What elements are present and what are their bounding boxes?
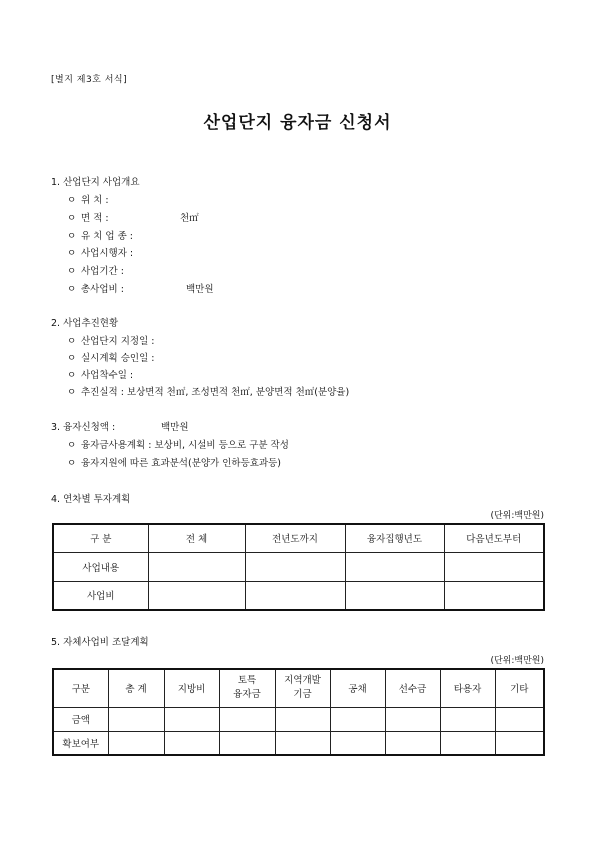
section5-heading: 5. 자체사업비 조달계획 (51, 637, 149, 648)
section1-item-area: ㅇ 면 적 : 천㎡ (67, 210, 109, 224)
table-cell[interactable] (444, 581, 544, 610)
table-cell[interactable] (245, 581, 345, 610)
table-cell[interactable] (164, 707, 219, 731)
column-header: 다음년도부터 (444, 524, 544, 552)
section4-heading: 4. 연차별 투자계획 (51, 494, 131, 505)
table-cell[interactable] (495, 731, 544, 755)
table-cell[interactable] (385, 707, 440, 731)
bullet-icon: ㅇ (67, 248, 77, 259)
table-row (53, 707, 544, 731)
row-header: 사업내용 (53, 552, 148, 581)
table-cell[interactable] (330, 731, 385, 755)
area-unit: 천㎡ (180, 213, 199, 224)
bullet-icon: ㅇ (67, 353, 77, 364)
section1-item-operator: ㅇ 사업시행자 : (67, 245, 133, 259)
section2-item-start: ㅇ 사업착수일 : (67, 367, 133, 381)
table-cell[interactable] (275, 731, 330, 755)
table-row (53, 552, 544, 581)
column-header: 지역개발 기금 (275, 669, 330, 707)
bullet-icon: ㅇ (67, 458, 77, 469)
section1-item-period: ㅇ 사업기간 : (67, 263, 124, 277)
table-cell[interactable] (440, 731, 495, 755)
column-header: 융자집행년도 (345, 524, 444, 552)
bullet-icon: ㅇ (67, 440, 77, 451)
table-cell[interactable] (385, 731, 440, 755)
table-cell[interactable] (148, 581, 245, 610)
row-header: 확보여부 (53, 731, 108, 755)
column-header: 토특 융자금 (219, 669, 275, 707)
section1-item-total-cost: ㅇ 총사업비 : 백만원 (67, 281, 124, 295)
column-header: 타용자 (440, 669, 495, 707)
table-cell[interactable] (108, 707, 164, 731)
table-row (53, 731, 544, 755)
column-header: 기타 (495, 669, 544, 707)
column-header: 구 분 (53, 524, 148, 552)
loan-amount-unit: 백만원 (161, 422, 189, 433)
table-header-row (53, 669, 544, 707)
table-row (53, 581, 544, 610)
column-header: 지방비 (164, 669, 219, 707)
section1-item-location: ㅇ 위 치 : (67, 192, 109, 206)
section2-item-performance: ㅇ 추진실적 : 보상면적 천㎡, 조성면적 천㎡, 분양면적 천㎡(분양율) (67, 384, 349, 398)
section1-heading: 1. 산업단지 사업개요 (51, 177, 140, 188)
section2-item-approval: ㅇ 실시계획 승인일 : (67, 350, 154, 364)
total-cost-unit: 백만원 (186, 284, 214, 295)
table-cell[interactable] (245, 552, 345, 581)
table-cell[interactable] (275, 707, 330, 731)
section3-item-usage: ㅇ 융자금사용계획 : 보상비, 시설비 등으로 구분 작성 (67, 437, 289, 451)
column-header: 전 체 (148, 524, 245, 552)
table-cell[interactable] (108, 731, 164, 755)
section2-heading: 2. 사업추진현황 (51, 318, 119, 329)
bullet-icon: ㅇ (67, 266, 77, 277)
column-header: 전년도까지 (245, 524, 345, 552)
table-cell[interactable] (440, 707, 495, 731)
table-cell[interactable] (345, 552, 444, 581)
table-header-row (53, 524, 544, 552)
table-cell[interactable] (345, 581, 444, 610)
annual-investment-table (52, 523, 545, 611)
row-header: 금액 (53, 707, 108, 731)
bullet-icon: ㅇ (67, 370, 77, 381)
table-cell[interactable] (330, 707, 385, 731)
section1-item-industry: ㅇ 유 치 업 종 : (67, 228, 133, 242)
bullet-icon: ㅇ (67, 284, 77, 295)
table-cell[interactable] (495, 707, 544, 731)
bullet-icon: ㅇ (67, 336, 77, 347)
row-header: 사업비 (53, 581, 148, 610)
table-cell[interactable] (164, 731, 219, 755)
bullet-icon: ㅇ (67, 387, 77, 398)
funding-plan-table (52, 668, 545, 756)
bullet-icon: ㅇ (67, 213, 77, 224)
bullet-icon: ㅇ (67, 231, 77, 242)
form-number: [별지 제3호 서식] (51, 75, 128, 85)
section3-item-effect: ㅇ 융자지원에 따른 효과분석(분양가 인하등효과등) (67, 455, 281, 469)
section4-unit: (단위:백만원) (490, 511, 544, 521)
page-title: 산업단지 융자금 신청서 (203, 113, 392, 133)
table-cell[interactable] (219, 707, 275, 731)
bullet-icon: ㅇ (67, 195, 77, 206)
section5-unit: (단위:백만원) (490, 656, 544, 666)
table-cell[interactable] (219, 731, 275, 755)
column-header: 구분 (53, 669, 108, 707)
table-cell[interactable] (444, 552, 544, 581)
column-header: 공채 (330, 669, 385, 707)
table-cell[interactable] (148, 552, 245, 581)
section2-item-designation: ㅇ 산업단지 지정일 : (67, 333, 154, 347)
section3-heading: 3. 융자신청액 : 백만원 (51, 419, 115, 433)
column-header: 총 계 (108, 669, 164, 707)
column-header: 선수금 (385, 669, 440, 707)
